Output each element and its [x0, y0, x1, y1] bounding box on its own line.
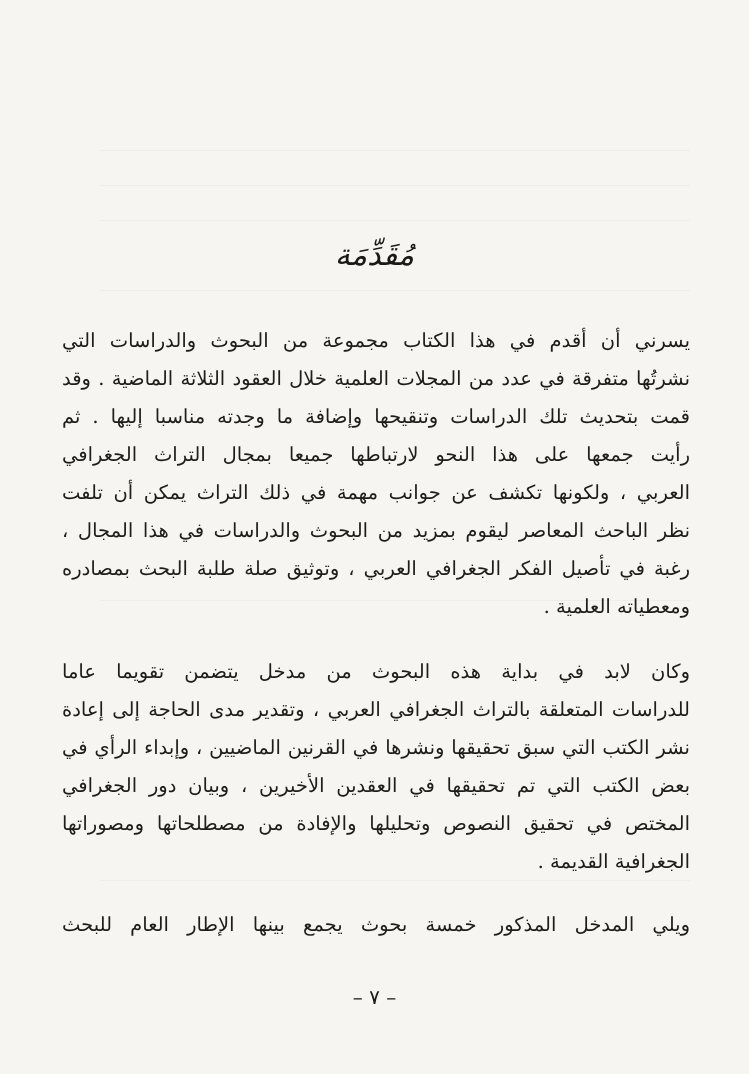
text-line: يسرني أن أقدم في هذا الكتاب مجموعة من البحوث والدراسات التي — [62, 329, 690, 352]
text-line: نظر الباحث المعاصر ليقوم بمزيد من البحوث والدراسات في هذا المجال ، — [62, 519, 690, 542]
bleed-through-line — [100, 290, 690, 291]
page-number: – ٧ – — [352, 985, 397, 1009]
paragraph-3 — [62, 906, 690, 944]
text-line: نشرتُها متفرقة في عدد من المجلات العلمية خلال العقود الثلاثة الماضية . وقد — [62, 367, 690, 390]
bleed-through-line — [100, 220, 690, 221]
bleed-through-line — [100, 150, 690, 151]
text-line: ويلي المدخل المذكور خمسة بحوث يجمع بينها الإطار العام للبحث — [62, 913, 690, 936]
text-line: الجغرافية القديمة . — [537, 850, 690, 873]
text-line: للدراسات المتعلقة بالتراث الجغرافي العربي ، وتقدير مدى الحاجة إلى إعادة — [62, 698, 690, 721]
text-line: المختص في تحقيق النصوص وتحليلها والإفادة من مصطلحاتها ومصوراتها — [62, 812, 690, 835]
text-line: قمت بتحديث تلك الدراسات وتنقيحها وإضافة ما وجدته مناسبا إليها . ثم — [62, 405, 690, 428]
text-line: العربي ، ولكونها تكشف عن جوانب مهمة في ذلك التراث يمكن أن تلفت — [62, 481, 690, 504]
paragraph-2 — [62, 653, 690, 881]
text-line: نشر الكتب التي سبق تحقيقها ونشرها في القرنين الماضيين ، وإبداء الرأي في — [62, 736, 690, 759]
text-line: رأيت جمعها على هذا النحو لارتباطها جميعا بمجال التراث الجغرافي — [62, 443, 690, 466]
text-line: وكان لابد في بداية هذه البحوث من مدخل يتضمن تقويما عاما — [62, 660, 690, 683]
page-title: مُقَدِّمَة — [334, 238, 415, 273]
bleed-through-line — [100, 185, 690, 186]
text-line: ومعطياته العلمية . — [543, 595, 690, 618]
paragraph-1 — [62, 322, 690, 626]
text-line: رغبة في تأصيل الفكر الجغرافي العربي ، وتوثيق صلة طلبة البحث بمصادره — [62, 557, 690, 580]
text-line: بعض الكتب التي تم تحقيقها في العقدين الأخيرين ، وبيان دور الجغرافي — [62, 774, 690, 797]
